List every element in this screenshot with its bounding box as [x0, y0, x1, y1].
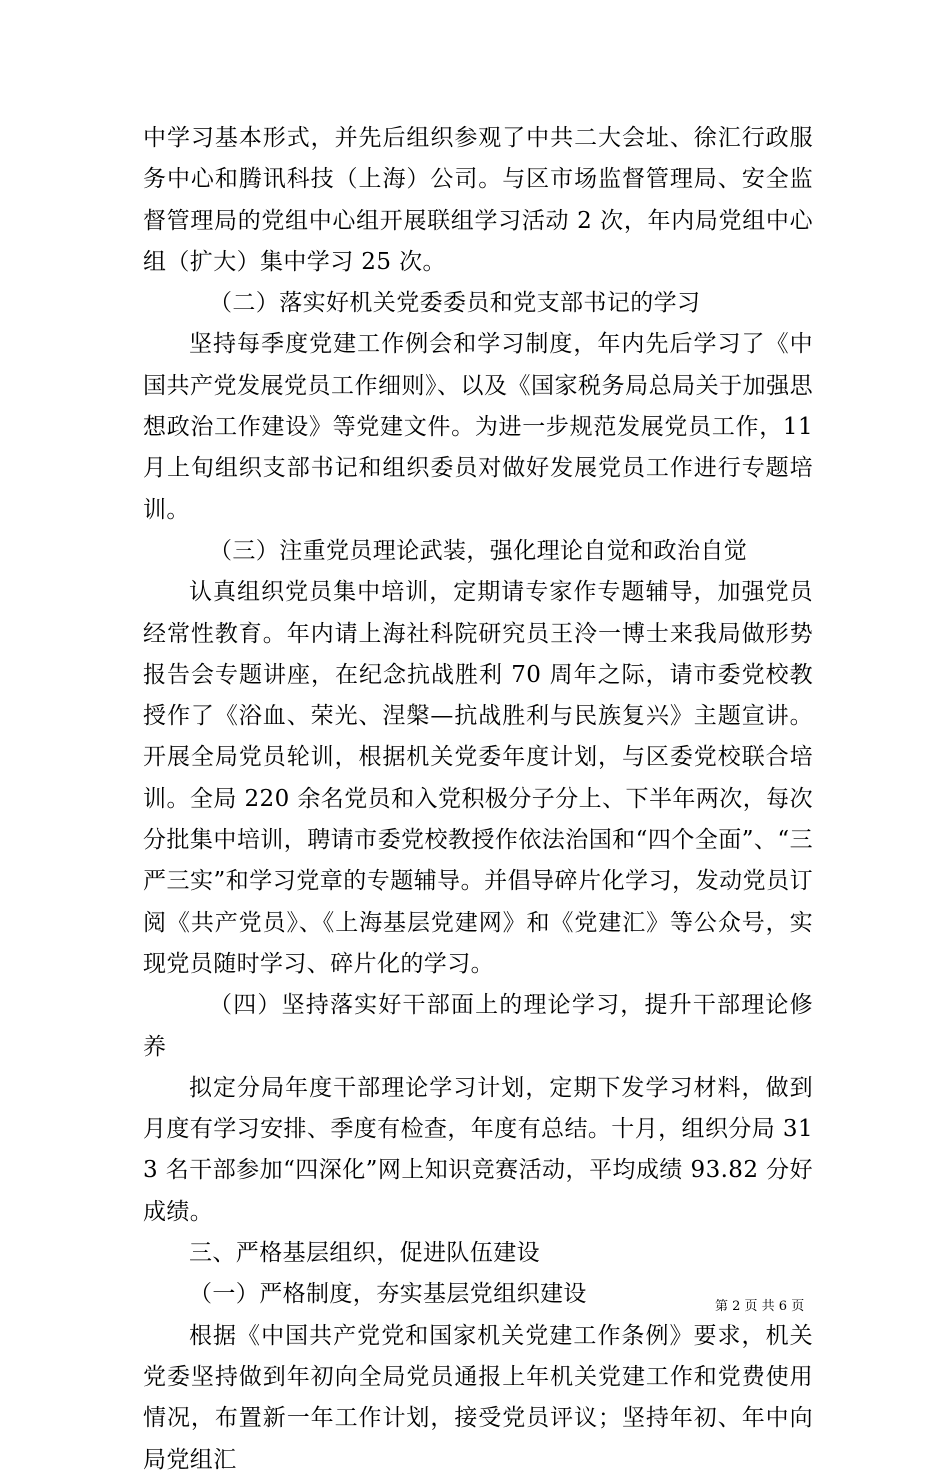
section-heading-1: （一）严格制度，夯实基层党组织建设: [189, 1281, 587, 1308]
page-number-footer: 第 2 页 共 6 页: [715, 1299, 805, 1314]
paragraph-body: 认真组织党员集中培训，定期请专家作专题辅导，加强党员经常性教育。年内请上海社科院研究员王泠一博士来我局做形势报告会专题讲座，在纪念抗战胜利 70 周年之际，请市委党校教授作了《浴血、荣光、涅槃—抗战胜利与民族复兴》主题宣讲。开展全局党员轮训，根据机关党委年度计划，与区委党校联合培训。全局 220 余名党员和入党积极分子分上、下半年两次，每次分批集中培训，聘请市委党校教授作依法治国和“四个全面”、“三严三实”和学习党章的专题辅导。并倡导碎片化学习，发动党员订阅《共产党员》、《上海基层党建网》和《党建汇》等公众号，实现党员随时学习、碎片化的学习。: [143, 579, 813, 977]
section-heading-4: （四）坚持落实好干部面上的理论学习，提升干部理论修养: [143, 992, 813, 1060]
chapter-heading-3: 三、严格基层组织，促进队伍建设: [189, 1240, 540, 1267]
section-heading-2: （二）落实好机关党委委员和党支部书记的学习: [209, 290, 701, 317]
document-body: [143, 118, 813, 1481]
paragraph-continuation: 中学习基本形式，并先后组织参观了中共二大会址、徐汇行政服务中心和腾讯科技（上海）公司。与区市场监督管理局、安全监督管理局的党组中心组开展联组学习活动 2 次，年内局党组中心组（扩大）集中学习 25 次。: [143, 125, 813, 275]
section-heading-3: （三）注重党员理论武装，强化理论自觉和政治自觉: [209, 537, 748, 564]
paragraph-body: 根据《中国共产党党和国家机关党建工作条例》要求，机关党委坚持做到年初向全局党员通报上年机关党建工作和党费使用情况，布置新一年工作计划，接受党员评议；坚持年初、年中向局党组汇: [143, 1322, 813, 1473]
paragraph-body: 坚持每季度党建工作例会和学习制度，年内先后学习了《中国共产党发展党员工作细则》、以及《国家税务局总局关于加强思想政治工作建设》等党建文件。为进一步规范发展党员工作，11 月上旬组织支部书记和组织委员对做好发展党员工作进行专题培训。: [143, 331, 813, 523]
paragraph-body: 拟定分局年度干部理论学习计划，定期下发学习材料，做到月度有学习安排、季度有检查，年度有总结。十月，组织分局 313 名干部参加“四深化”网上知识竞赛活动，平均成绩 93.82 分好成绩。: [143, 1074, 813, 1225]
